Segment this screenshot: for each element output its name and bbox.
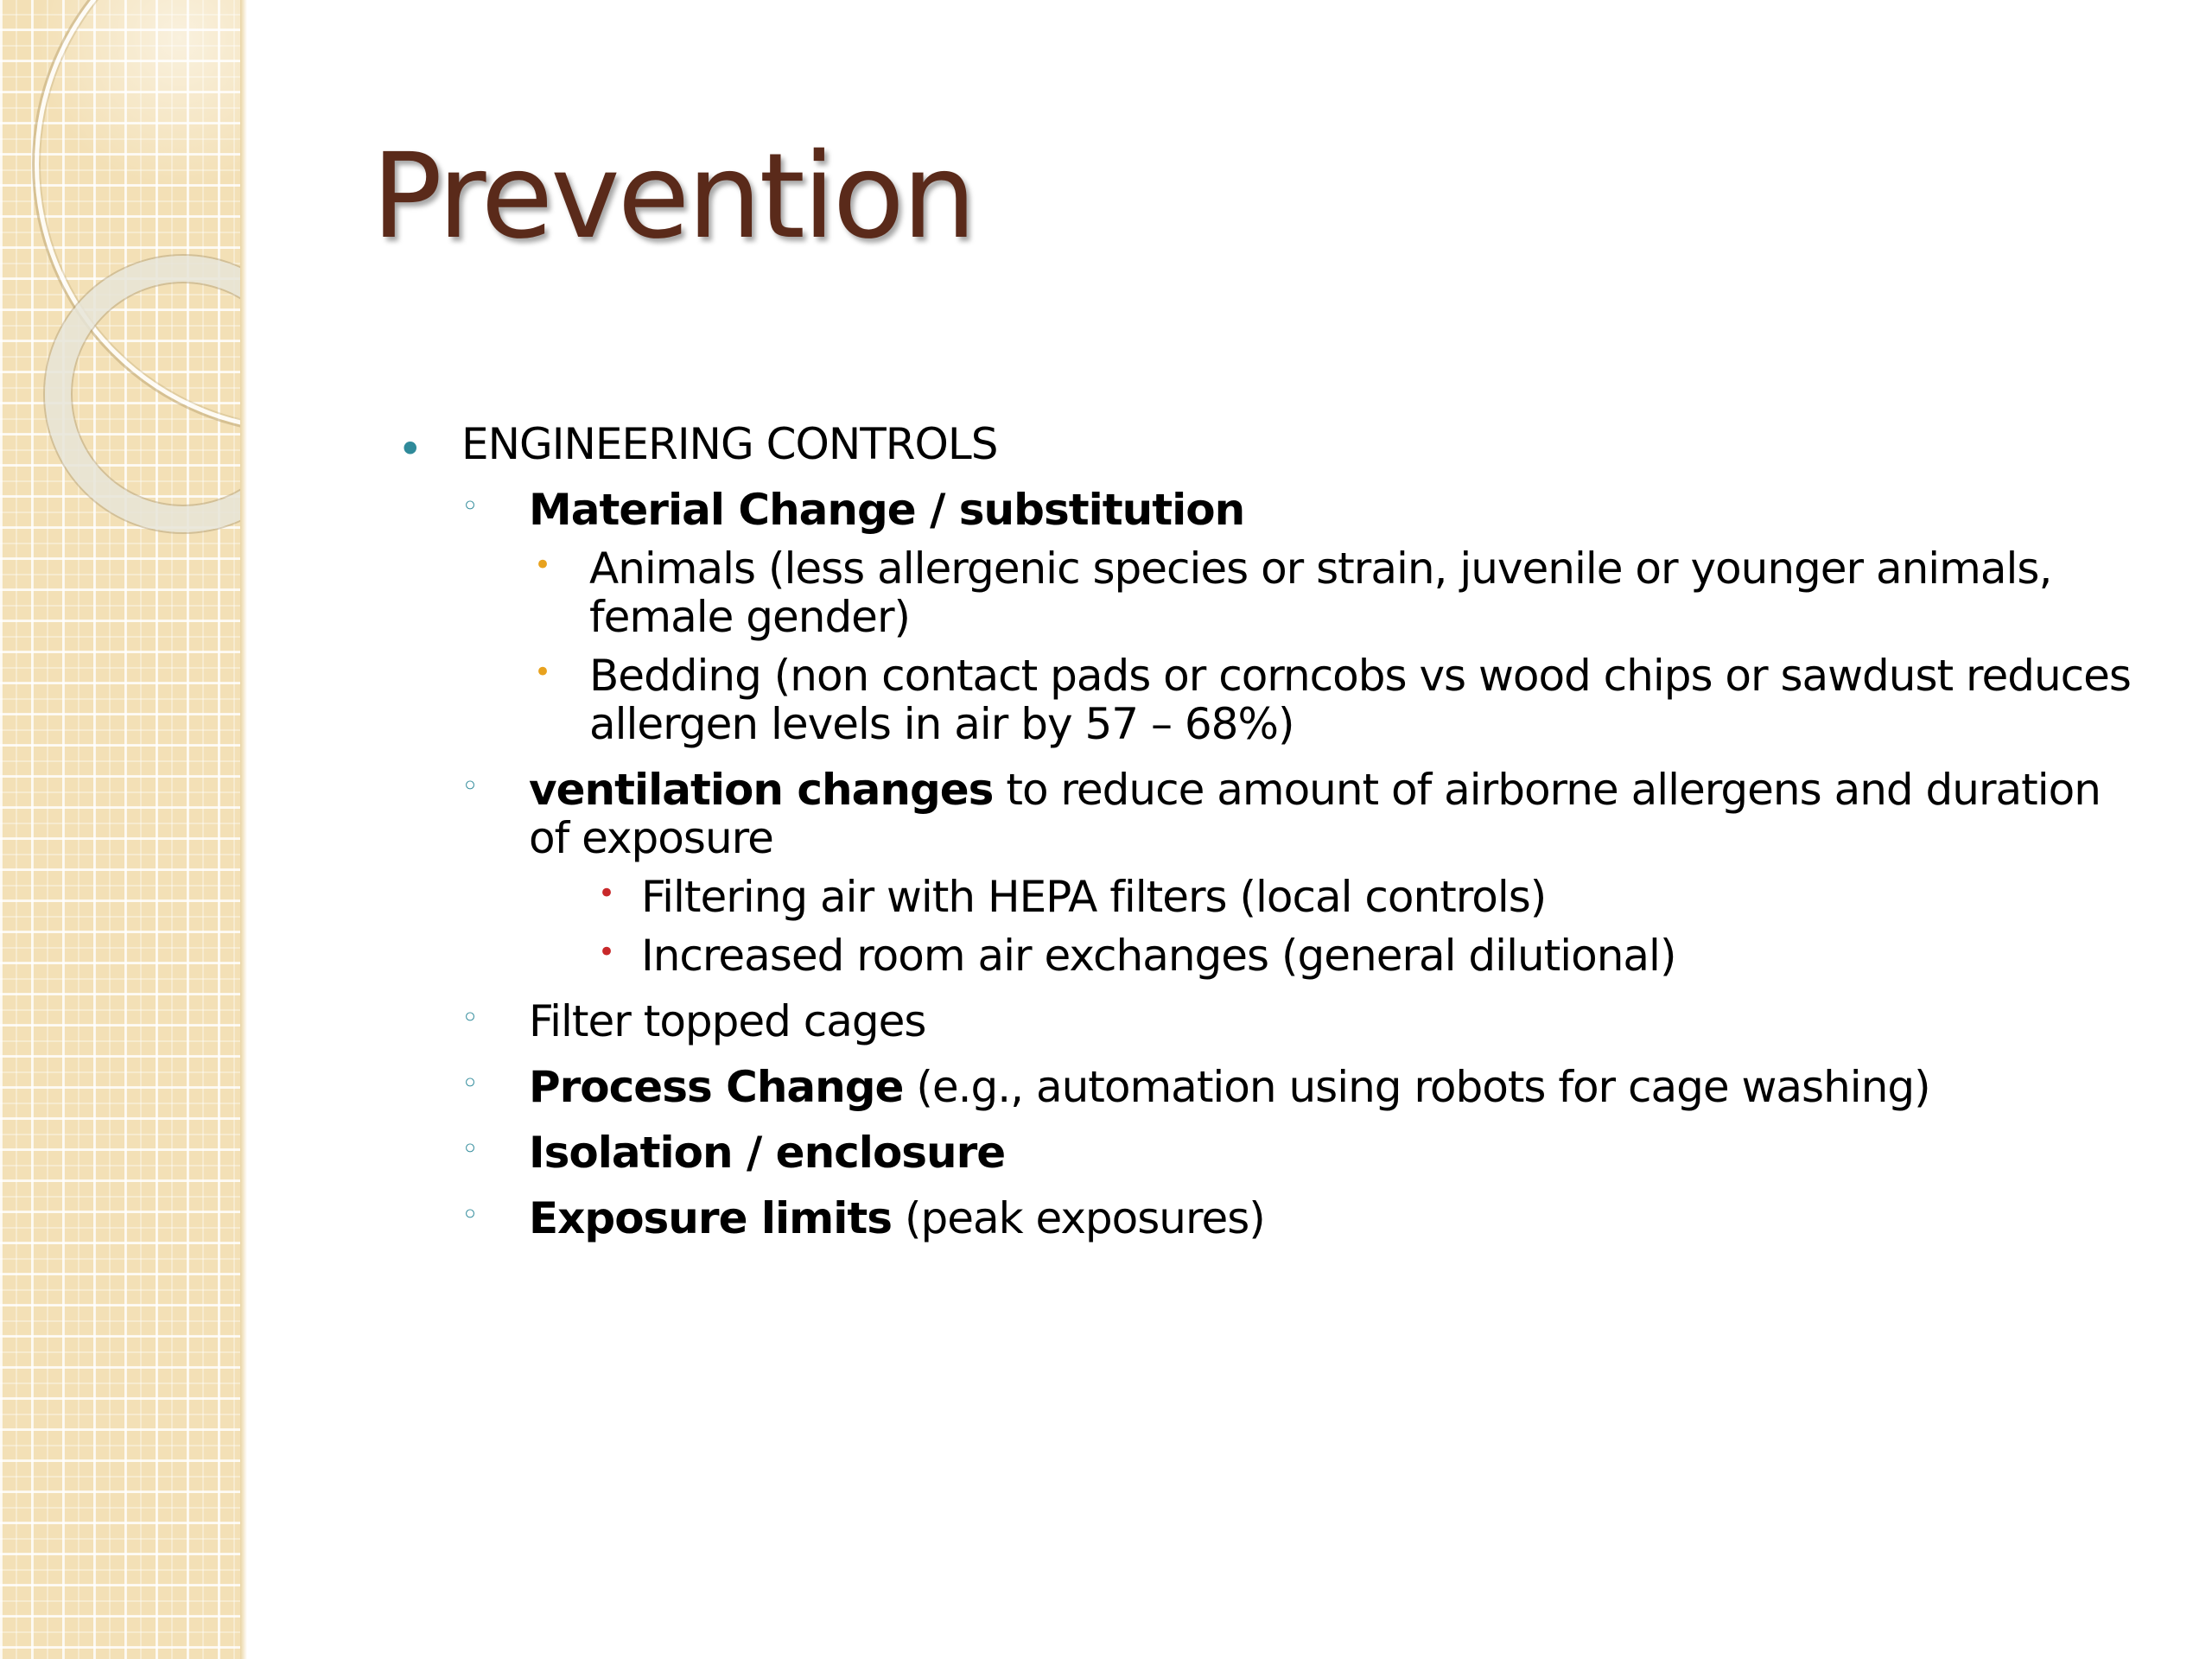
slide-title: Prevention <box>372 129 975 265</box>
detail-hepa <box>529 873 2134 921</box>
small-dot-icon: • <box>534 548 551 582</box>
detail-air-exchanges <box>529 931 2134 980</box>
circle-bullet-icon: ◦ <box>461 1132 479 1166</box>
detail-text: Filtering air with HEPA filters (local controls) <box>641 872 1547 922</box>
sub-bullet-material-change <box>461 486 2134 748</box>
circle-bullet-icon: ◦ <box>461 769 479 804</box>
sub-bullet-bold: Process Change <box>529 1062 904 1112</box>
detail-list <box>529 873 2134 980</box>
sub-bullet-bold: ventilation changes <box>529 765 994 815</box>
bullet-text: ENGINEERING CONTROLS <box>461 419 998 469</box>
detail-animals <box>529 544 2134 641</box>
small-dot-icon: • <box>598 935 615 969</box>
slide-body <box>380 420 2134 1260</box>
circle-bullet-icon: ◦ <box>461 489 479 524</box>
sub-bullet-filter-cages <box>461 997 2134 1046</box>
circle-bullet-icon: ◦ <box>461 1001 479 1035</box>
detail-text: Bedding (non contact pads or corncobs vs wood chips or sawdust reduces allergen levels in air by 57 – 68%) <box>589 651 2131 749</box>
bullet-dot-icon: • <box>397 424 423 474</box>
circle-bullet-icon: ◦ <box>461 1198 479 1232</box>
bullet-engineering-controls <box>380 420 2134 1243</box>
small-dot-icon: • <box>534 655 551 690</box>
decorative-sidebar <box>0 0 245 1659</box>
sidebar-edge <box>240 0 247 1659</box>
sub-bullet-bold: Material Change / substitution <box>529 485 1245 535</box>
sub-bullet-isolation <box>461 1128 2134 1177</box>
bullet-list <box>380 420 2134 1243</box>
small-dot-icon: • <box>598 876 615 911</box>
sub-bullet-exposure-limits <box>461 1194 2134 1243</box>
sub-bullet-text: to reduce amount of airborne allergens and duration of exposure <box>529 765 2101 863</box>
detail-text: Animals (less allergenic species or strain, juvenile or younger animals, female gender) <box>589 543 2052 642</box>
sub-bullet-ventilation <box>461 766 2134 980</box>
detail-bedding <box>529 652 2134 748</box>
sub-bullet-text: (peak exposures) <box>892 1193 1265 1243</box>
sub-bullet-text: Filter topped cages <box>529 996 926 1046</box>
detail-text: Increased room air exchanges (general dilutional) <box>641 931 1676 981</box>
sub-bullet-text: (e.g., automation using robots for cage washing) <box>903 1062 1930 1112</box>
detail-list <box>529 544 2134 748</box>
sub-bullet-list <box>461 486 2134 1243</box>
sub-bullet-process-change <box>461 1063 2134 1111</box>
sub-bullet-bold: Isolation / enclosure <box>529 1128 1006 1178</box>
circle-bullet-icon: ◦ <box>461 1066 479 1101</box>
sub-bullet-bold: Exposure limits <box>529 1193 893 1243</box>
